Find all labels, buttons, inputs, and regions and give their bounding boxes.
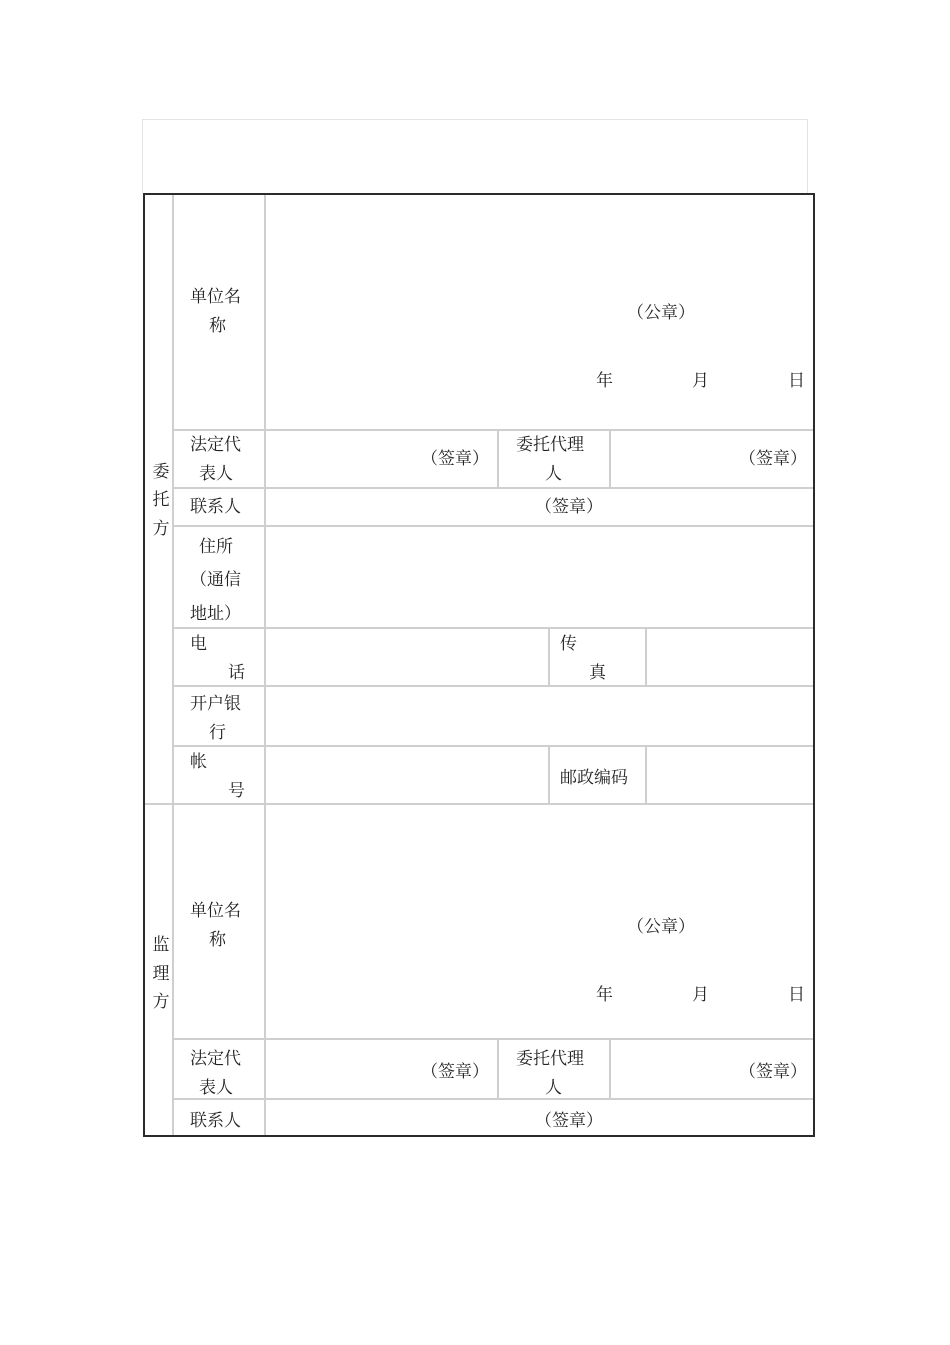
row-line [174, 685, 813, 687]
account-label: 号 [228, 781, 245, 801]
unit-name-label: 称 [209, 316, 226, 336]
date-month: 月 [692, 985, 709, 1005]
agent-label: 委托代理 [516, 435, 584, 455]
cell-line [548, 629, 550, 685]
agent-label: 人 [545, 464, 562, 484]
table-left-border [143, 193, 145, 1137]
row-line [174, 487, 813, 489]
cell-line [548, 747, 550, 803]
cell-line [609, 431, 611, 487]
date-year: 年 [596, 371, 613, 391]
phone-label: 电 [190, 634, 207, 654]
row-line [174, 525, 813, 527]
contact-signature[interactable]: （签章） [535, 497, 603, 517]
cell-line [645, 747, 647, 803]
table-bottom-border [143, 1135, 815, 1137]
fax-label: 传 [560, 634, 577, 654]
agent-label: 委托代理 [516, 1049, 584, 1069]
legal-rep-label: 表人 [199, 1078, 233, 1098]
unit-name-label: 单位名 [190, 287, 241, 307]
section-label-char: 托 [152, 490, 170, 510]
legal-rep-signature[interactable]: （签章） [421, 1062, 489, 1082]
row-line [174, 745, 813, 747]
legal-rep-signature[interactable]: （签章） [421, 449, 489, 469]
row-line [174, 1098, 813, 1100]
cell-line [609, 1040, 611, 1098]
agent-label: 人 [545, 1078, 562, 1098]
cell-line [497, 1040, 499, 1098]
row-line [266, 429, 813, 431]
row-line [174, 1038, 813, 1040]
date-day: 日 [788, 985, 805, 1005]
column-line [264, 195, 266, 1135]
address-label: （通信 [190, 570, 241, 590]
column-line [172, 195, 174, 1135]
table-top-border [143, 193, 815, 195]
date-day: 日 [788, 371, 805, 391]
account-label: 帐 [190, 752, 207, 772]
address-label: 住所 [199, 537, 233, 557]
header-box [142, 119, 808, 193]
legal-rep-label: 法定代 [190, 435, 241, 455]
row-line [174, 429, 264, 431]
postcode-label: 邮政编码 [560, 768, 628, 788]
bank-label: 开户银 [190, 694, 241, 714]
section-divider [145, 803, 813, 805]
legal-rep-label: 法定代 [190, 1049, 241, 1069]
table-right-border [813, 193, 815, 1137]
contact-signature[interactable]: （签章） [535, 1111, 603, 1131]
agent-signature[interactable]: （签章） [739, 449, 807, 469]
row-line [174, 627, 813, 629]
cell-line [497, 431, 499, 487]
date-year: 年 [596, 985, 613, 1005]
section-label-char: 理 [152, 964, 170, 984]
fax-label: 真 [589, 663, 606, 683]
date-month: 月 [692, 371, 709, 391]
section-label-char: 委 [152, 462, 170, 482]
phone-label: 话 [228, 663, 245, 683]
unit-name-label: 称 [209, 930, 226, 950]
legal-rep-label: 表人 [199, 464, 233, 484]
contact-label: 联系人 [190, 497, 241, 517]
address-label: 地址） [190, 604, 241, 624]
seal-note: （公章） [627, 303, 695, 323]
section-label-char: 方 [152, 519, 170, 539]
bank-label: 行 [209, 723, 226, 743]
cell-line [645, 629, 647, 685]
seal-note: （公章） [627, 917, 695, 937]
unit-name-label: 单位名 [190, 901, 241, 921]
section-label-char: 监 [152, 935, 170, 955]
contact-label: 联系人 [190, 1111, 241, 1131]
section-label-char: 方 [152, 992, 170, 1012]
agent-signature[interactable]: （签章） [739, 1062, 807, 1082]
